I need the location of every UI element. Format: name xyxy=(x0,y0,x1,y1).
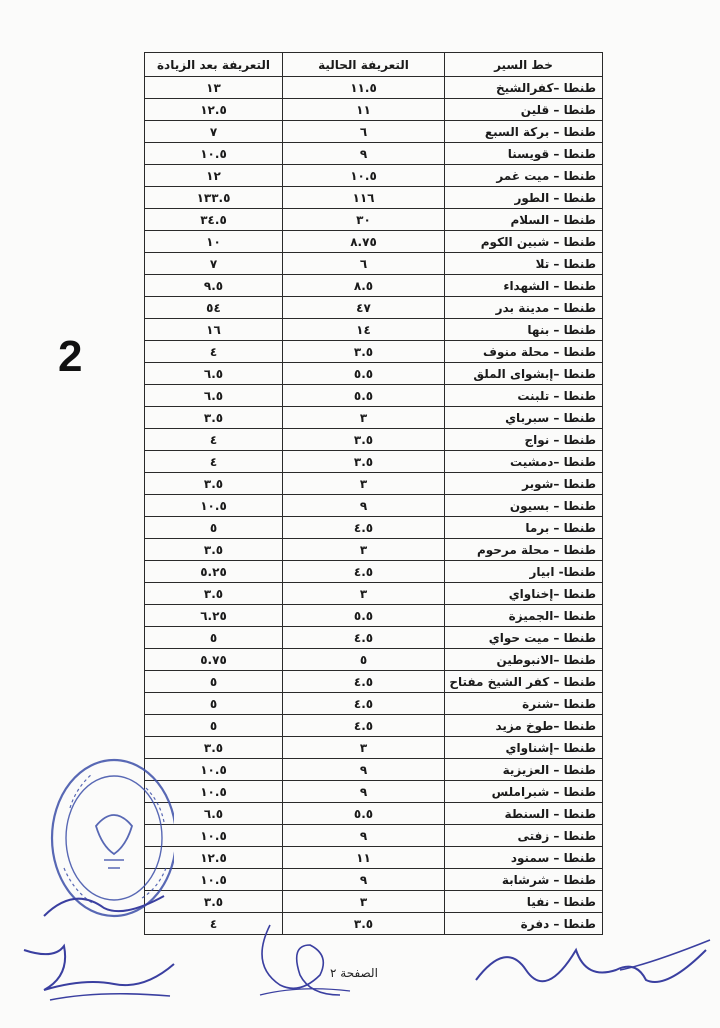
table-row xyxy=(145,627,603,649)
route-cell: طنطا – قويسنا xyxy=(445,143,603,165)
table-row xyxy=(145,715,603,737)
route-cell: طنطا – محلة مرحوم xyxy=(445,539,603,561)
table-row xyxy=(145,539,603,561)
table-row xyxy=(145,737,603,759)
route-cell: طنطا – نفيا xyxy=(445,891,603,913)
current-fare-cell: ٤.٥ xyxy=(283,561,445,583)
current-fare-cell: ٦ xyxy=(283,253,445,275)
current-fare-cell: ٣ xyxy=(283,407,445,429)
table-row xyxy=(145,165,603,187)
route-cell: طنطا –إبشواى الملق xyxy=(445,363,603,385)
table-row xyxy=(145,385,603,407)
current-fare-cell: ٩ xyxy=(283,825,445,847)
new-fare-cell: ١٢.٥ xyxy=(145,99,283,121)
route-cell: طنطا –الانبوطين xyxy=(445,649,603,671)
route-cell: طنطا – السلام xyxy=(445,209,603,231)
current-fare-cell: ١١ xyxy=(283,99,445,121)
new-fare-cell: ٧ xyxy=(145,121,283,143)
current-fare-cell: ٥ xyxy=(283,649,445,671)
route-cell: طنطا – زفتى xyxy=(445,825,603,847)
current-fare-cell: ٤.٥ xyxy=(283,715,445,737)
new-fare-cell: ٣.٥ xyxy=(145,737,283,759)
table-row xyxy=(145,803,603,825)
new-fare-cell: ٣.٥ xyxy=(145,407,283,429)
table-row xyxy=(145,231,603,253)
official-seal-icon xyxy=(34,748,174,928)
table-row xyxy=(145,825,603,847)
new-fare-cell: ١٢ xyxy=(145,165,283,187)
route-cell: طنطا- ابيار xyxy=(445,561,603,583)
current-fare-cell: ٩ xyxy=(283,781,445,803)
route-cell: طنطا – قلين xyxy=(445,99,603,121)
current-fare-cell: ١١٦ xyxy=(283,187,445,209)
current-fare-cell: ٣ xyxy=(283,737,445,759)
current-fare-cell: ٤.٥ xyxy=(283,671,445,693)
tariff-body xyxy=(145,77,603,935)
table-row xyxy=(145,671,603,693)
current-fare-cell: ٣ xyxy=(283,539,445,561)
current-fare-cell: ٤.٥ xyxy=(283,517,445,539)
new-fare-cell: ٥ xyxy=(145,715,283,737)
new-fare-cell: ٩.٥ xyxy=(145,275,283,297)
current-fare-cell: ٩ xyxy=(283,869,445,891)
new-fare-cell: ١٠ xyxy=(145,231,283,253)
route-cell: طنطا – شبين الكوم xyxy=(445,231,603,253)
new-fare-cell: ١٠.٥ xyxy=(145,759,283,781)
current-fare-cell: ٤٧ xyxy=(283,297,445,319)
table-row xyxy=(145,187,603,209)
route-cell: طنطا – محلة منوف xyxy=(445,341,603,363)
tariff-table xyxy=(144,52,603,935)
current-fare-cell: ٣ xyxy=(283,891,445,913)
table-row xyxy=(145,605,603,627)
new-fare-cell: ٤ xyxy=(145,913,283,935)
new-fare-cell: ٤ xyxy=(145,429,283,451)
table-row xyxy=(145,561,603,583)
current-fare-cell: ٥.٥ xyxy=(283,605,445,627)
current-fare-cell: ٤.٥ xyxy=(283,627,445,649)
table-row xyxy=(145,693,603,715)
table-row xyxy=(145,143,603,165)
new-fare-cell: ٥ xyxy=(145,627,283,649)
new-fare-cell: ٥ xyxy=(145,517,283,539)
route-cell: طنطا – شبراملس xyxy=(445,781,603,803)
current-fare-cell: ٥.٥ xyxy=(283,363,445,385)
route-cell: طنطا – دفرة xyxy=(445,913,603,935)
new-fare-cell: ٤ xyxy=(145,451,283,473)
table-header-row xyxy=(145,53,603,77)
current-fare-cell: ٣ xyxy=(283,473,445,495)
new-fare-cell: ١٣ xyxy=(145,77,283,99)
route-cell: طنطا – مدينة بدر xyxy=(445,297,603,319)
new-fare-cell: ٦.٢٥ xyxy=(145,605,283,627)
route-cell: طنطا –طوخ مزيد xyxy=(445,715,603,737)
current-fare-cell: ٩ xyxy=(283,759,445,781)
table-row xyxy=(145,495,603,517)
table-row xyxy=(145,363,603,385)
route-cell: طنطا – كفر الشيخ مفتاح xyxy=(445,671,603,693)
current-fare-cell: ٣ xyxy=(283,583,445,605)
table-row xyxy=(145,473,603,495)
route-cell: طنطا – الشهداء xyxy=(445,275,603,297)
new-fare-cell: ١٠.٥ xyxy=(145,495,283,517)
route-cell: طنطا – برما xyxy=(445,517,603,539)
table-row xyxy=(145,583,603,605)
route-cell: طنطا –دمشيت xyxy=(445,451,603,473)
current-fare-cell: ٤.٥ xyxy=(283,693,445,715)
route-cell: طنطا – ميت حواي xyxy=(445,627,603,649)
current-fare-cell: ٩ xyxy=(283,143,445,165)
new-fare-cell: ٧ xyxy=(145,253,283,275)
route-cell: طنطا –كفرالشيخ xyxy=(445,77,603,99)
table-row xyxy=(145,429,603,451)
table-row xyxy=(145,275,603,297)
current-fare-cell: ٨.٥ xyxy=(283,275,445,297)
current-fare-cell: ٣.٥ xyxy=(283,341,445,363)
table-row xyxy=(145,759,603,781)
new-fare-cell: ٥.٧٥ xyxy=(145,649,283,671)
route-cell: طنطا – ميت غمر xyxy=(445,165,603,187)
current-fare-cell: ٣.٥ xyxy=(283,913,445,935)
route-cell: طنطا – بركة السبع xyxy=(445,121,603,143)
new-fare-cell: ١٦ xyxy=(145,319,283,341)
table-row xyxy=(145,847,603,869)
new-fare-cell: ١٠.٥ xyxy=(145,825,283,847)
table-row xyxy=(145,341,603,363)
route-cell: طنطا –إشناواي xyxy=(445,737,603,759)
table-row xyxy=(145,781,603,803)
new-fare-cell: ٦.٥ xyxy=(145,803,283,825)
table-row xyxy=(145,99,603,121)
route-cell: طنطا – بنها xyxy=(445,319,603,341)
new-fare-cell: ٦.٥ xyxy=(145,363,283,385)
header-route: خط السير xyxy=(445,53,603,77)
table-row xyxy=(145,319,603,341)
table-row xyxy=(145,121,603,143)
route-cell: طنطا – سبرباي xyxy=(445,407,603,429)
new-fare-cell: ٤ xyxy=(145,341,283,363)
route-cell: طنطا – تلا xyxy=(445,253,603,275)
new-fare-cell: ٦.٥ xyxy=(145,385,283,407)
table-row xyxy=(145,77,603,99)
current-fare-cell: ١٤ xyxy=(283,319,445,341)
current-fare-cell: ٣.٥ xyxy=(283,451,445,473)
table-row xyxy=(145,891,603,913)
route-cell: طنطا – السنطة xyxy=(445,803,603,825)
current-fare-cell: ٣.٥ xyxy=(283,429,445,451)
new-fare-cell: ٥ xyxy=(145,671,283,693)
current-fare-cell: ١٠.٥ xyxy=(283,165,445,187)
handwritten-signature-icon xyxy=(470,930,715,1010)
table-row xyxy=(145,407,603,429)
current-fare-cell: ٦ xyxy=(283,121,445,143)
current-fare-cell: ٥.٥ xyxy=(283,803,445,825)
new-fare-cell: ١٠.٥ xyxy=(145,143,283,165)
current-fare-cell: ٩ xyxy=(283,495,445,517)
route-cell: طنطا – الطور xyxy=(445,187,603,209)
header-current-fare: التعريفة الحالية xyxy=(283,53,445,77)
handwritten-signature-icon xyxy=(250,915,360,1010)
current-fare-cell: ١١ xyxy=(283,847,445,869)
route-cell: طنطا – تلبنت xyxy=(445,385,603,407)
route-cell: طنطا –الجميزة xyxy=(445,605,603,627)
new-fare-cell: ٣٤.٥ xyxy=(145,209,283,231)
new-fare-cell: ٣.٥ xyxy=(145,891,283,913)
route-cell: طنطا – شرشابة xyxy=(445,869,603,891)
route-cell: طنطا –شنرة xyxy=(445,693,603,715)
route-cell: طنطا – العزيزية xyxy=(445,759,603,781)
new-fare-cell: ١٢.٥ xyxy=(145,847,283,869)
new-fare-cell: ٣.٥ xyxy=(145,583,283,605)
footer-page-label: الصفحة ٢ xyxy=(330,966,378,980)
table-row xyxy=(145,209,603,231)
route-cell: طنطا – سمنود xyxy=(445,847,603,869)
new-fare-cell: ١٠.٥ xyxy=(145,781,283,803)
table-row xyxy=(145,297,603,319)
new-fare-cell: ٥٤ xyxy=(145,297,283,319)
new-fare-cell: ٣.٥ xyxy=(145,473,283,495)
new-fare-cell: ٥.٢٥ xyxy=(145,561,283,583)
new-fare-cell: ١٣٣.٥ xyxy=(145,187,283,209)
table-row xyxy=(145,517,603,539)
current-fare-cell: ٣٠ xyxy=(283,209,445,231)
header-new-fare: التعريفة بعد الزيادة xyxy=(145,53,283,77)
new-fare-cell: ٥ xyxy=(145,693,283,715)
current-fare-cell: ٨.٧٥ xyxy=(283,231,445,253)
route-cell: طنطا –إخناواي xyxy=(445,583,603,605)
route-cell: طنطا – نواج xyxy=(445,429,603,451)
route-cell: طنطا – بسيون xyxy=(445,495,603,517)
table-row xyxy=(145,869,603,891)
new-fare-cell: ١٠.٥ xyxy=(145,869,283,891)
current-fare-cell: ٥.٥ xyxy=(283,385,445,407)
table-row xyxy=(145,253,603,275)
table-row xyxy=(145,649,603,671)
route-cell: طنطا –شوبر xyxy=(445,473,603,495)
handwritten-signature-icon xyxy=(20,930,190,1020)
new-fare-cell: ٣.٥ xyxy=(145,539,283,561)
page-number-mark: 2 xyxy=(58,332,83,381)
current-fare-cell: ١١.٥ xyxy=(283,77,445,99)
table-row xyxy=(145,451,603,473)
